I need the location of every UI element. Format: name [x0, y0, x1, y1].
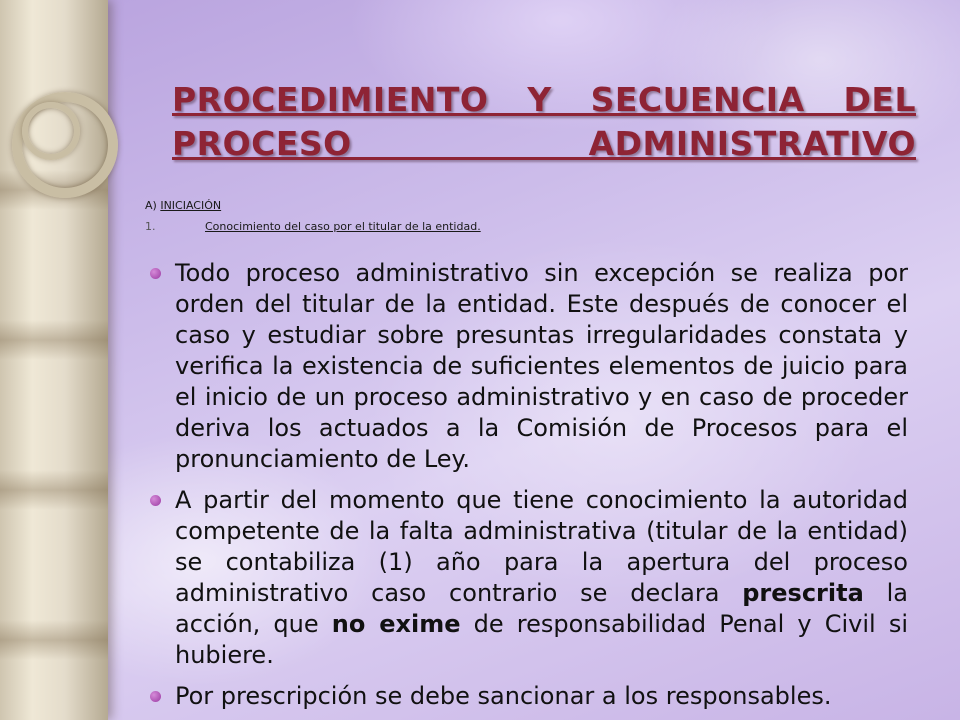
- slide-title: PROCEDIMIENTO Y SECUENCIA DEL PROCESO ADMINISTRATIVO: [172, 80, 916, 163]
- scroll-fold-shadow: [0, 470, 108, 510]
- sub-item: [145, 220, 481, 233]
- bullet-item: [150, 485, 908, 671]
- bold-term-no-exime: no exime: [331, 610, 461, 638]
- bullet-icon: [150, 495, 161, 506]
- sub-item-number: 1.: [145, 220, 156, 233]
- bullet-text-part: A partir del momento que tiene conocimiento la autoridad competente de la falta administrativa (titular de la entidad) se contabiliza (1) año para la apertura del proceso administrativo caso contrario se declara: [175, 486, 908, 607]
- section-label: INICIACIÓN: [160, 199, 222, 212]
- bullet-item: [150, 258, 908, 475]
- bullet-icon: [150, 691, 161, 702]
- scroll-ring-ornament: [22, 102, 80, 160]
- section-heading: [145, 199, 221, 212]
- bullet-text-part: la acción, que: [175, 579, 908, 638]
- section-prefix: A): [145, 199, 161, 212]
- scroll-fold-shadow: [0, 320, 108, 360]
- bullet-list: [150, 258, 908, 720]
- bullet-item: [150, 681, 908, 712]
- bullet-text-part: de responsabilidad Penal y Civil si hubiere.: [175, 610, 908, 669]
- bullet-icon: [150, 268, 161, 279]
- bold-term-prescrita: prescrita: [742, 579, 864, 607]
- bullet-text: Por prescripción se debe sancionar a los responsables.: [175, 682, 832, 710]
- sub-item-text: Conocimiento del caso por el titular de la entidad.: [205, 220, 481, 233]
- bullet-text: Todo proceso administrativo sin excepción se realiza por orden del titular de la entidad. Este después de conocer el caso y estudiar sobre presuntas irregularidades constata y verifica la existencia de suficientes elementos de juicio para el inicio de un proceso administrativo y en caso de proceder deriva los actuados a la Comisión de Procesos para el pronunciamiento de Ley.: [175, 259, 908, 473]
- scroll-fold-shadow: [0, 620, 108, 660]
